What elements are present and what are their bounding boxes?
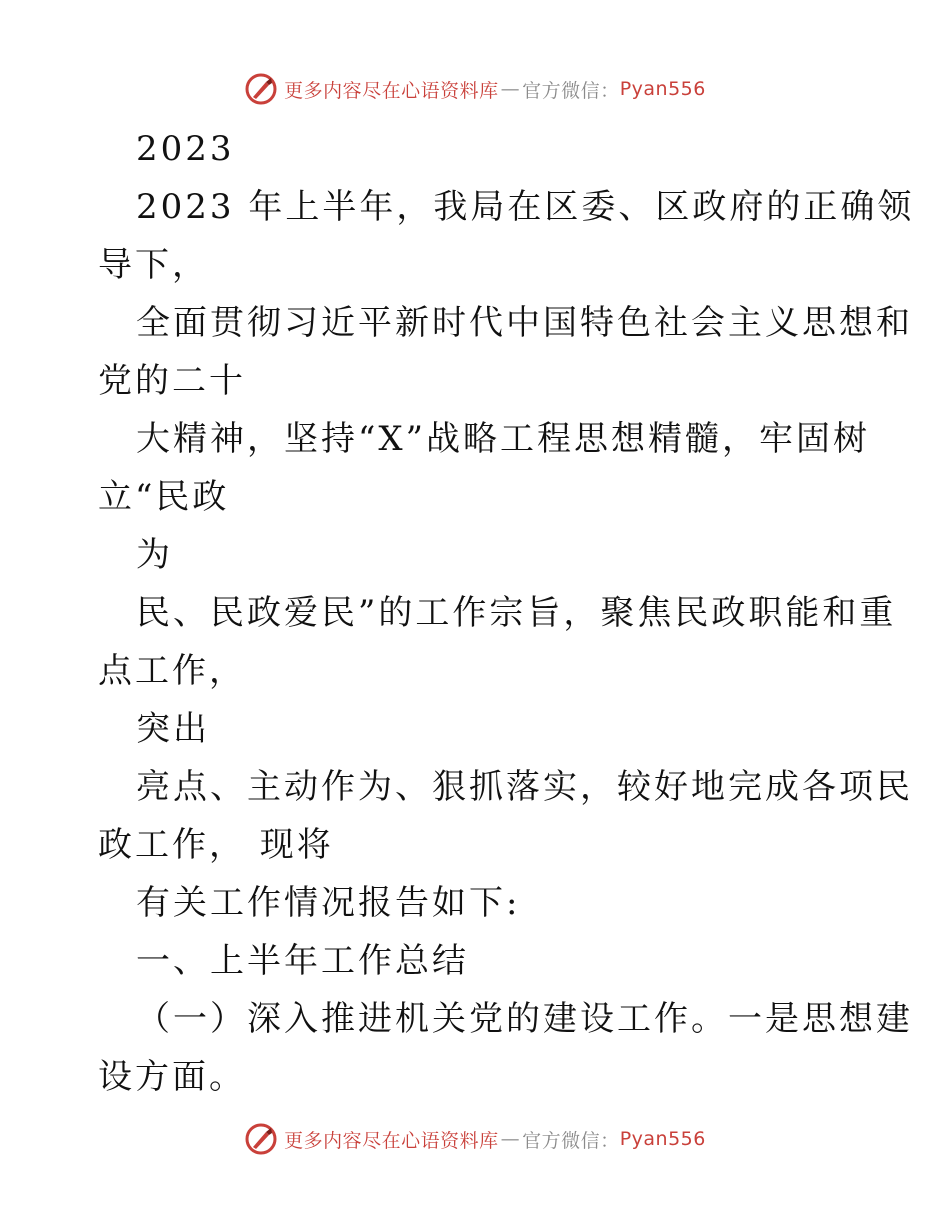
text-line: （一）深入推进机关党的建设工作。一是思想建 xyxy=(136,999,913,1039)
text-line: 党的二十 xyxy=(98,361,246,401)
text-line: 民、民政爱民”的工作宗旨，聚焦民政职能和重 xyxy=(136,593,897,633)
watermark-wechat-label: 官方微信： xyxy=(522,79,620,102)
text-line: 全面贯彻习近平新时代中国特色社会主义思想和 xyxy=(136,303,913,343)
text-line: 导下， xyxy=(98,245,209,285)
footer-watermark xyxy=(0,1122,950,1156)
header-watermark xyxy=(0,72,950,106)
text-line: 设方面。 xyxy=(98,1057,246,1097)
text-line: 政工作， 现将 xyxy=(98,825,334,865)
watermark-wechat-id: Pyan556 xyxy=(619,78,706,100)
text-line: 点工作， xyxy=(98,651,246,691)
text-line: 突出 xyxy=(136,709,210,749)
text-line: 亮点、主动作为、狠抓落实，较好地完成各项民 xyxy=(136,767,913,807)
watermark-main-text: 更多内容尽在心语资料库 xyxy=(284,1129,499,1152)
text-line: 立“民政 xyxy=(98,477,230,517)
watermark-main-text: 更多内容尽在心语资料库 xyxy=(284,79,499,102)
watermark-wechat-id: Pyan556 xyxy=(619,1128,706,1150)
watermark-dash: — xyxy=(500,78,521,100)
pen-logo-icon xyxy=(244,1122,278,1156)
document-body xyxy=(98,120,915,1106)
text-line: 有关工作情况报告如下: xyxy=(136,883,521,923)
text-line: 2023 年上半年，我局在区委、区政府的正确领 xyxy=(136,187,915,227)
text-line: 为 xyxy=(136,535,173,575)
watermark-wechat-label: 官方微信： xyxy=(522,1129,620,1152)
pen-logo-icon xyxy=(244,72,278,106)
text-line: 2023 xyxy=(136,129,235,169)
watermark-dash: — xyxy=(500,1128,521,1150)
text-line: 一、上半年工作总结 xyxy=(136,941,469,981)
text-line: 大精神，坚持“X”战略工程思想精髓，牢固树 xyxy=(136,419,870,459)
